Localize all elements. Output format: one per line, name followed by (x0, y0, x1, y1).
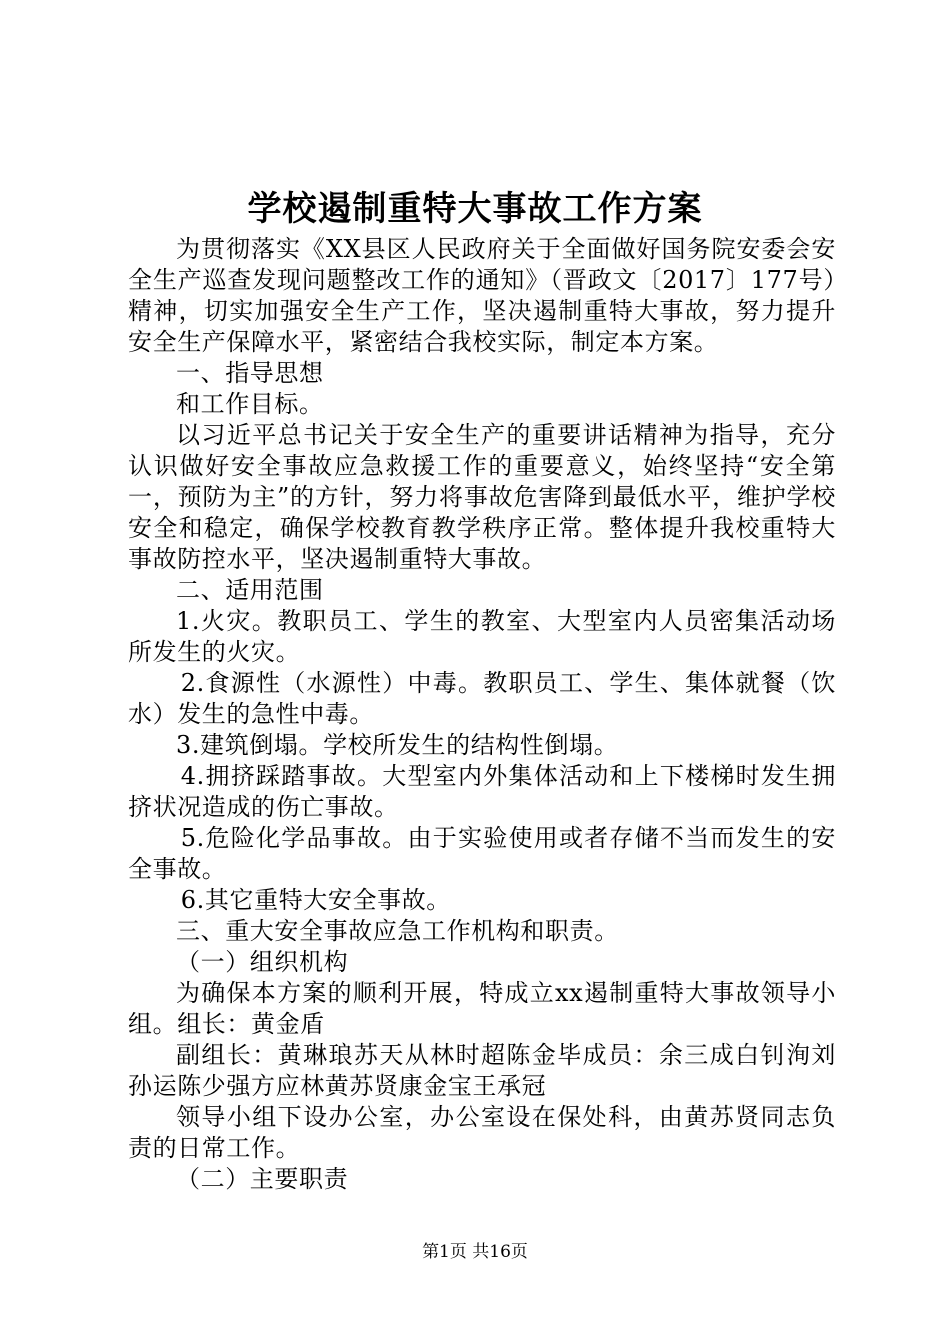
list-item-fire: 1.火灾。教职员工、学生的教室、大型室内人员密集活动场所发生的火灾。 (128, 607, 836, 666)
list-item-other: 6.其它重特大安全事故。 (180, 886, 451, 914)
section-heading-1-cont: 和工作目标。 (176, 390, 324, 418)
paragraph-office: 领导小组下设办公室，办公室设在保处科，由黄苏贤同志负责的日常工作。 (128, 1103, 836, 1162)
paragraph-guiding-thought: 以习近平总书记关于安全生产的重要讲话精神为指导，充分认识做好安全事故应急救援工作的重要意义，始终坚持“安全第一，预防为主”的方针，努力将事故危害降到最低水平，维护学校安全和稳定，确保学校教育教学秩序正常。整体提升我校重特大事故防控水平，坚决遏制重特大事故。 (128, 421, 836, 573)
section-heading-1: 一、指导思想 (176, 359, 324, 387)
list-item-chemicals: 5.危险化学品事故。由于实验使用或者存储不当而发生的安全事故。 (128, 824, 836, 883)
paragraph-members: 副组长：黄琳琅苏天从林时超陈金毕成员：余三成白钊洵刘孙运陈少强方应林黄苏贤康金宝王承冠 (128, 1041, 836, 1100)
subsection-heading-duties: （二）主要职责 (176, 1165, 349, 1193)
section-heading-2: 二、适用范围 (176, 576, 324, 604)
section-heading-3: 三、重大安全事故应急工作机构和职责。 (176, 917, 619, 945)
document-body (128, 234, 836, 1195)
page-footer: 第1页 共16页 (422, 1242, 528, 1262)
list-item-poisoning: 2.食源性（水源性）中毒。教职员工、学生、集体就餐（饮水）发生的急性中毒。 (128, 669, 836, 728)
subsection-heading-organization: （一）组织机构 (176, 948, 349, 976)
list-item-stampede: 4.拥挤踩踏事故。大型室内外集体活动和上下楼梯时发生拥挤状况造成的伤亡事故。 (128, 762, 836, 821)
document-title: 学校遏制重特大事故工作方案 (247, 189, 703, 229)
paragraph-leading-group: 为确保本方案的顺利开展，特成立xx遏制重特大事故领导小组。组长：黄金盾 (128, 979, 836, 1038)
list-item-collapse: 3.建筑倒塌。学校所发生的结构性倒塌。 (176, 731, 619, 759)
paragraph-intro: 为贯彻落实《XX县区人民政府关于全面做好国务院安委会安全生产巡查发现问题整改工作的通知》（晋政文〔2017〕177号）精神，切实加强安全生产工作，坚决遏制重特大事故，努力提升安全生产保障水平，紧密结合我校实际，制定本方案。 (128, 235, 836, 356)
